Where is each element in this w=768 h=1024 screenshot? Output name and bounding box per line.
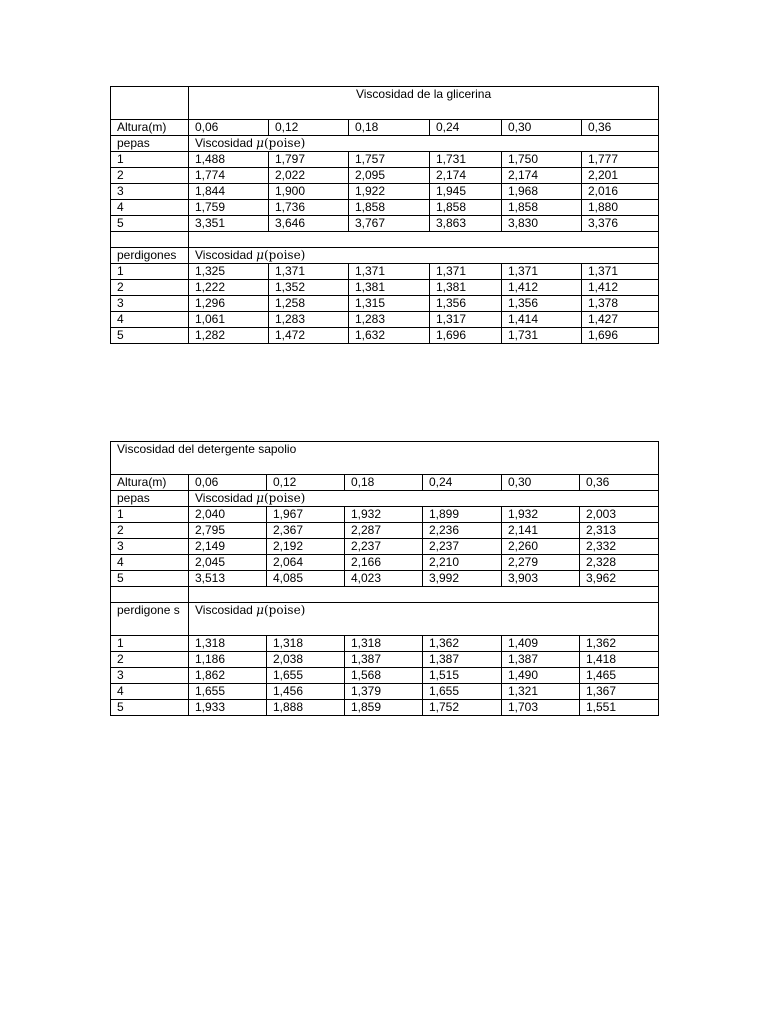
cell: 2,201 [582,168,659,184]
row-number: 5 [111,571,189,587]
cell: 1,371 [269,264,349,280]
cell: 2,016 [582,184,659,200]
row-number: 2 [111,280,189,296]
cell: 1,283 [269,312,349,328]
empty-cell [189,232,659,248]
group-label: perdigone s [111,603,189,636]
cell: 1,321 [502,684,580,700]
group-label: pepas [111,136,189,152]
cell: 1,318 [267,636,345,652]
cell: 1,418 [580,652,659,668]
row-number: 3 [111,296,189,312]
cell: 1,797 [269,152,349,168]
cell: 1,296 [189,296,269,312]
cell: 3,992 [423,571,502,587]
cell: 2,174 [430,168,502,184]
row-number: 4 [111,312,189,328]
cell: 3,863 [430,216,502,232]
cell: 1,412 [502,280,582,296]
cell: 1,888 [267,700,345,716]
height-label: Altura(m) [111,475,189,491]
cell: 1,515 [423,668,502,684]
cell: 1,465 [580,668,659,684]
cell: 1,858 [430,200,502,216]
table-row [111,184,659,200]
cell: 4,085 [267,571,345,587]
viscosity-label: Viscosidad [195,491,253,505]
table-row [111,507,659,523]
row-number: 4 [111,555,189,571]
cell: 2,149 [189,539,267,555]
cell: 3,513 [189,571,267,587]
cell: 1,371 [430,264,502,280]
table-title: Viscosidad de la glicerina [189,87,659,120]
mu-symbol: μ [256,136,264,150]
viscosity-header [189,603,659,636]
cell: 1,859 [345,700,423,716]
cell: 1,899 [423,507,502,523]
cell: 2,260 [502,539,580,555]
height-value: 0,12 [267,475,345,491]
table-row [111,571,659,587]
table-row [111,264,659,280]
cell: 1,967 [267,507,345,523]
cell: 1,381 [349,280,430,296]
cell: 1,318 [189,636,267,652]
unit-label: (poise) [263,491,306,505]
cell: 2,064 [267,555,345,571]
height-value: 0,18 [349,120,430,136]
heights-row [111,120,659,136]
cell: 3,351 [189,216,269,232]
table-row [111,328,659,344]
cell: 1,844 [189,184,269,200]
cell: 1,258 [269,296,349,312]
cell: 1,900 [269,184,349,200]
table-row [111,152,659,168]
height-value: 0,06 [189,475,267,491]
row-number: 2 [111,168,189,184]
table-row [111,668,659,684]
row-number: 3 [111,539,189,555]
cell: 1,551 [580,700,659,716]
cell: 2,367 [267,523,345,539]
cell: 3,646 [269,216,349,232]
table-row [111,539,659,555]
empty-cell [111,587,189,603]
viscosity-header [189,136,659,152]
height-value: 0,06 [189,120,269,136]
height-value: 0,30 [502,120,582,136]
height-label: Altura(m) [111,120,189,136]
cell: 1,750 [502,152,582,168]
cell: 2,166 [345,555,423,571]
mu-symbol: μ [256,248,264,262]
cell: 2,141 [502,523,580,539]
table-row [111,296,659,312]
cell: 1,222 [189,280,269,296]
viscosity-label: Viscosidad [195,248,253,262]
cell: 1,880 [582,200,659,216]
cell: 2,237 [345,539,423,555]
cell: 1,283 [349,312,430,328]
cell: 1,731 [502,328,582,344]
empty-cell [111,232,189,248]
cell: 2,174 [502,168,582,184]
cell: 1,371 [502,264,582,280]
cell: 1,282 [189,328,269,344]
cell: 3,903 [502,571,580,587]
cell: 2,332 [580,539,659,555]
unit-label: (poise) [263,603,306,617]
title-row [111,87,659,120]
cell: 1,371 [349,264,430,280]
cell: 1,731 [430,152,502,168]
height-value: 0,18 [345,475,423,491]
row-number: 1 [111,152,189,168]
cell: 3,767 [349,216,430,232]
height-value: 0,12 [269,120,349,136]
table-row [111,652,659,668]
cell: 1,381 [430,280,502,296]
cell: 1,568 [345,668,423,684]
glycerin-viscosity-table [110,86,659,344]
cell: 1,696 [582,328,659,344]
table-title: Viscosidad del detergente sapolio [111,442,659,475]
row-number: 2 [111,652,189,668]
row-number: 5 [111,700,189,716]
cell: 1,858 [349,200,430,216]
cell: 1,922 [349,184,430,200]
detergent-viscosity-table [110,441,659,716]
row-number: 5 [111,216,189,232]
row-number: 4 [111,200,189,216]
cell: 1,318 [345,636,423,652]
row-number: 1 [111,636,189,652]
corner-cell [111,87,189,120]
cell: 2,022 [269,168,349,184]
cell: 1,367 [580,684,659,700]
title-row [111,442,659,475]
viscosity-label: Viscosidad [195,136,253,150]
cell: 2,279 [502,555,580,571]
mu-symbol: μ [256,491,264,505]
row-number: 3 [111,668,189,684]
row-number: 3 [111,184,189,200]
cell: 1,472 [269,328,349,344]
cell: 1,632 [349,328,430,344]
cell: 2,795 [189,523,267,539]
cell: 1,968 [502,184,582,200]
cell: 2,210 [423,555,502,571]
cell: 1,655 [423,684,502,700]
group-header-row [111,248,659,264]
cell: 1,317 [430,312,502,328]
cell: 1,774 [189,168,269,184]
group-label: perdigones [111,248,189,264]
viscosity-header [189,248,659,264]
table-row [111,216,659,232]
cell: 1,858 [502,200,582,216]
row-number: 1 [111,507,189,523]
cell: 1,387 [345,652,423,668]
row-number: 2 [111,523,189,539]
cell: 2,038 [267,652,345,668]
cell: 2,095 [349,168,430,184]
cell: 1,061 [189,312,269,328]
table-row [111,700,659,716]
table-row [111,555,659,571]
cell: 3,830 [502,216,582,232]
heights-row [111,475,659,491]
unit-label: (poise) [263,248,306,262]
cell: 1,696 [430,328,502,344]
cell: 2,237 [423,539,502,555]
cell: 1,356 [430,296,502,312]
cell: 1,362 [423,636,502,652]
cell: 1,352 [269,280,349,296]
group-label: pepas [111,491,189,507]
viscosity-label: Viscosidad [195,603,253,617]
cell: 1,387 [423,652,502,668]
cell: 1,378 [582,296,659,312]
cell: 4,023 [345,571,423,587]
cell: 1,186 [189,652,267,668]
cell: 2,192 [267,539,345,555]
table-row [111,200,659,216]
group-header-row [111,136,659,152]
height-value: 0,36 [580,475,659,491]
cell: 1,759 [189,200,269,216]
cell: 1,456 [267,684,345,700]
spacer-row [111,587,659,603]
cell: 2,040 [189,507,267,523]
height-value: 0,24 [423,475,502,491]
cell: 2,045 [189,555,267,571]
cell: 1,412 [582,280,659,296]
cell: 1,427 [582,312,659,328]
row-number: 5 [111,328,189,344]
cell: 3,962 [580,571,659,587]
cell: 1,703 [502,700,580,716]
cell: 1,945 [430,184,502,200]
viscosity-header [189,491,659,507]
cell: 1,933 [189,700,267,716]
cell: 1,387 [502,652,580,668]
cell: 1,655 [267,668,345,684]
cell: 2,236 [423,523,502,539]
table-row [111,523,659,539]
table-row [111,636,659,652]
height-value: 0,36 [582,120,659,136]
cell: 1,777 [582,152,659,168]
cell: 1,862 [189,668,267,684]
table-row [111,312,659,328]
row-number: 4 [111,684,189,700]
cell: 1,371 [582,264,659,280]
cell: 1,757 [349,152,430,168]
cell: 2,313 [580,523,659,539]
group-header-row [111,491,659,507]
table-row [111,168,659,184]
height-value: 0,24 [430,120,502,136]
cell: 2,003 [580,507,659,523]
cell: 1,490 [502,668,580,684]
mu-symbol: μ [256,603,264,617]
unit-label: (poise) [263,136,306,150]
table-row [111,684,659,700]
cell: 2,287 [345,523,423,539]
cell: 1,325 [189,264,269,280]
cell: 1,932 [502,507,580,523]
cell: 1,356 [502,296,582,312]
cell: 1,736 [269,200,349,216]
cell: 1,655 [189,684,267,700]
group-header-row [111,603,659,636]
cell: 1,414 [502,312,582,328]
cell: 1,488 [189,152,269,168]
cell: 2,328 [580,555,659,571]
height-value: 0,30 [502,475,580,491]
cell: 1,315 [349,296,430,312]
spacer-row [111,232,659,248]
cell: 3,376 [582,216,659,232]
cell: 1,932 [345,507,423,523]
cell: 1,409 [502,636,580,652]
cell: 1,752 [423,700,502,716]
row-number: 1 [111,264,189,280]
table-row [111,280,659,296]
empty-cell [189,587,659,603]
cell: 1,362 [580,636,659,652]
cell: 1,379 [345,684,423,700]
